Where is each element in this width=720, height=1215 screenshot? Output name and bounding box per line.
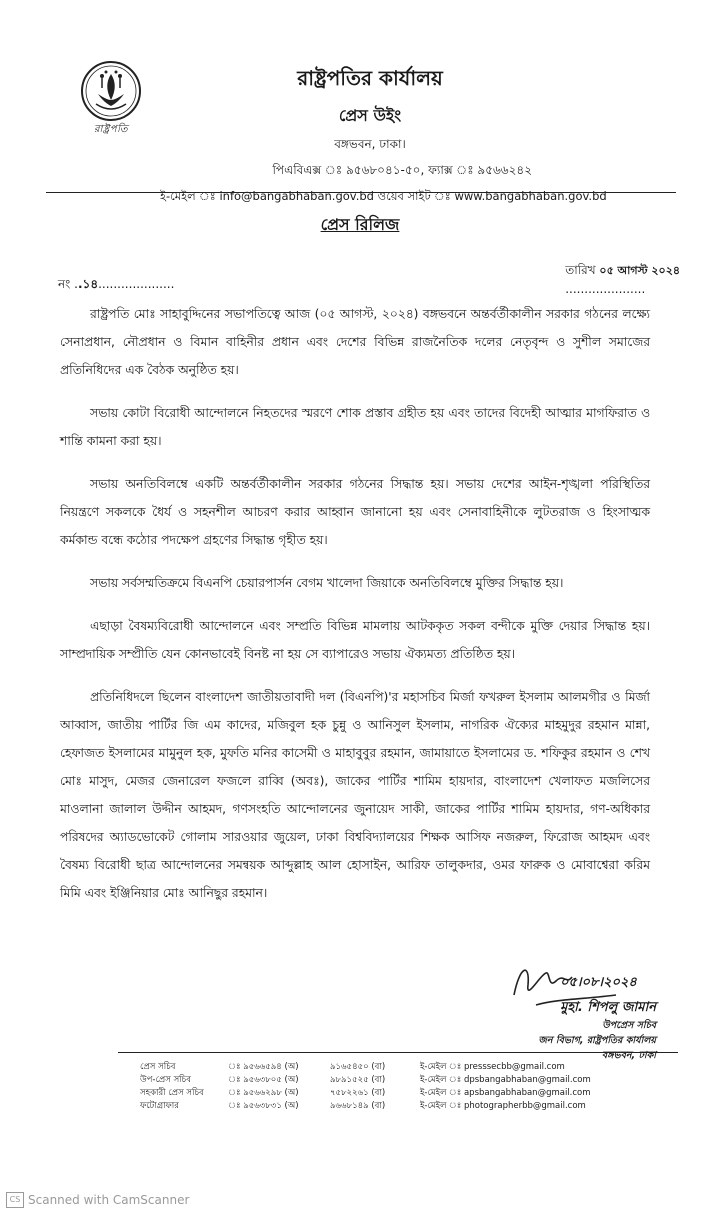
press-wing: প্রেস উইং [338,106,402,125]
contact-table [140,1061,680,1113]
paragraph: প্রতিনিধিদলে ছিলেন বাংলাদেশ জাতীয়তাবাদী দল (বিএনপি)'র মহাসচিব মির্জা ফখরুল ইসলাম আলমগীর ও মির্জা আব্বাস, জাতীয় পার্টির জি এম কাদের, মজিবুল হক চুন্নু ও আনিসুল ইসলাম, নাগরিক ঐক্যের মাহমুদুর রহমান মান্না, হেফাজত ইসলামের মামুনুল হক, মুফতি মনির কাসেমী ও মাহাবুবুর রহমান, জামায়াতে ইসলামের ড. শফিকুর রহমান ও শেখ মোঃ মাসুদ, মেজর জেনারেল ফজলে রাব্বি (অবঃ), জাকের পার্টির শামিম হায়দার, বাংলাদেশ খেলাফত মজলিসের মাওলানা জালাল উদ্দীন আহমদ, গণসংহতি আন্দোলনের জুনায়েদ সাকী, জাকের পার্টির শামিম হায়দার, গণ-অধিকার পরিষদের অ্যাডভোকেট গোলাম সারওয়ার জুয়েল, ঢাকা বিশ্ববিদ্যালয়ের শিক্ষক আসিফ নজরুল, ফিরোজ আহমদ এবং বৈষম্য বিরোধী ছাত্র আন্দোলনের সমন্বয়ক আব্দুল্লাহ আল হোসাইন, আরিফ তালুকদার, ওমর ফারুক ও মোবাশ্বেরা করিম মিমি এবং ইঞ্জিনিয়ার মোঃ আনিছুর রহমান। [60,690,650,900]
contact-row [140,1087,680,1100]
contact-role: প্রেস সচিব [140,1062,176,1072]
phone-fax: পিএবিএক্স ঃ ৯৫৬৮০৪১-৫০, ফ্যাক্স ঃ ৯৫৬৬২৪২ [272,163,532,177]
header-divider [46,192,676,193]
letterhead [160,64,607,207]
paragraph: সভায় কোটা বিরোধী আন্দোলনে নিহতদের স্মরণে শোক প্রস্তাব গ্রহীত হয় এবং তাদের বিদেহী আত্মার মাগফিরাত ও শান্তি কামনা করা হয়। [60,406,650,448]
signatory-office: জন বিভাগ, রাষ্ট্রপতির কার্যালয় [538,1035,656,1046]
camscanner-logo-icon: CS [6,1192,24,1208]
signature-date: ০৫।০৮।২০২৪ [560,975,637,990]
paragraph: রাষ্ট্রপতি মোঃ সাহাবুদ্দিনের সভাপতিত্বে আজ (০৫ আগস্ট, ২০২৪) বঙ্গভবনে অন্তর্বর্তীকালীন সরকার গঠনের লক্ষ্যে সেনাপ্রধান, নৌপ্রধান ও বিমান বাহিনীর প্রধান এবং দেশের বিভিন্ন রাজনৈতিক দলের নেতৃবৃন্দ ও সুশীল সমাজের প্রতিনিধিদের এক বৈঠক অনুষ্ঠিত হয়। [60,307,650,377]
memo-date-value: ০৫ আগস্ট ২০২৪ [599,264,680,277]
scanner-watermark-text: Scanned with CamScanner [28,1193,190,1207]
footer-divider [118,1052,678,1053]
office-title: রাষ্ট্রপতির কার্যালয় [297,66,443,90]
paragraph: সভায় সর্বসম্মতিক্রমে বিএনপি চেয়ারপার্সন বেগম খালেদা জিয়াকে অনতিবিলম্বে মুক্তির সিদ্ধান্ত হয়। [90,576,564,590]
contact-row [140,1074,680,1087]
contact-home-phone: ৭৫৮২২৬১ (বা) [330,1088,386,1098]
contact-role: ফটোগ্রাফার [140,1101,179,1111]
paragraph: সভায় অনতিবিলম্বে একটি অন্তর্বর্তীকালীন সরকার গঠনের সিদ্ধান্ত হয়। সভায় দেশের আইন-শৃঙ্খলা পরিস্থিতির নিয়ন্ত্রণে সকলকে ধৈর্য ও সহনশীল আচরণ করার আহ্বান জানানো হয় এবং সেনাবাহিনীকে লুটতরাজ ও হিংসাত্মক কর্মকান্ড বন্ধে কঠোর পদক্ষেপ গ্রহণের সিদ্ধান্ত গৃহীত হয়। [60,477,650,547]
memo-number-value: .১৪ [77,277,99,291]
contact-home-phone: ৯৮৯১৫২৫ (বা) [330,1075,386,1085]
contact-role: সহকারী প্রেস সচিব [140,1088,204,1098]
memo-date-label: তারিখ [565,263,596,277]
memo-date [565,262,680,296]
signatory-place: বঙ্গভবন, ঢাকা [601,1050,656,1061]
contact-row [140,1100,680,1113]
email-website: ই-মেইল ঃ info@bangabhaban.gov.bd ওয়েব সাইট ঃ www.bangabhaban.gov.bd [160,189,607,203]
contact-role: উপ-প্রেস সচিব [140,1075,191,1085]
memo-number-label: নং . [58,277,78,291]
seal-caption: রাষ্ট্রপতি [94,124,128,135]
signatory-block [486,998,656,1064]
contact-office-phone: ঃ ৯৫৬৩৮৩১ (অ) [228,1101,299,1111]
contact-office-phone: ঃ ৯৫৬৩৮০৫ (অ) [228,1075,299,1085]
release-body [60,300,650,922]
memo-date-dots: ..................... [565,282,646,296]
contact-office-phone: ঃ ৯৫৬৬৫৯৪ (অ) [228,1062,299,1072]
paragraph: এছাড়া বৈষম্যবিরোধী আন্দোলনে এবং সম্প্রতি বিভিন্ন মামলায় আটককৃত সকল বন্দীকে মুক্তি দেয়ার সিদ্ধান্ত হয়। সাম্প্রদায়িক সম্প্রীতি যেন কোনভাবেই বিনষ্ট না হয় সে ব্যাপারেও সভায় ঐক্যমত্য প্রতিষ্ঠিত হয়। [60,619,650,661]
contact-email: ই-মেইল ঃ dpsbangabhaban@gmail.com [420,1075,591,1085]
memo-number-dots: .................... [98,277,175,291]
memo-number [58,276,174,296]
signatory-name: মুহা. শিপলু জামান [560,1000,656,1015]
office-address: বঙ্গভবন, ঢাকা। [334,137,406,151]
contact-email: ই-মেইল ঃ presssecbb@gmail.com [420,1062,565,1072]
signatory-designation: উপপ্রেস সচিব [602,1020,656,1031]
presidential-seal [78,60,144,140]
contact-home-phone: ৯১৬৫৪৫০ (বা) [330,1062,386,1072]
contact-row [140,1061,680,1074]
contact-email: ই-মেইল ঃ apsbangabhaban@gmail.com [420,1088,591,1098]
seal-emblem-icon [78,60,144,122]
release-title: প্রেস রিলিজ [320,215,400,234]
contact-email: ই-মেইল ঃ photographerbb@gmail.com [420,1101,586,1111]
scanner-watermark [6,1192,189,1208]
contact-office-phone: ঃ ৯৫৬৬২৯৮ (অ) [228,1088,299,1098]
contact-home-phone: ৯৬৬৮১৪৯ (বা) [330,1101,386,1111]
